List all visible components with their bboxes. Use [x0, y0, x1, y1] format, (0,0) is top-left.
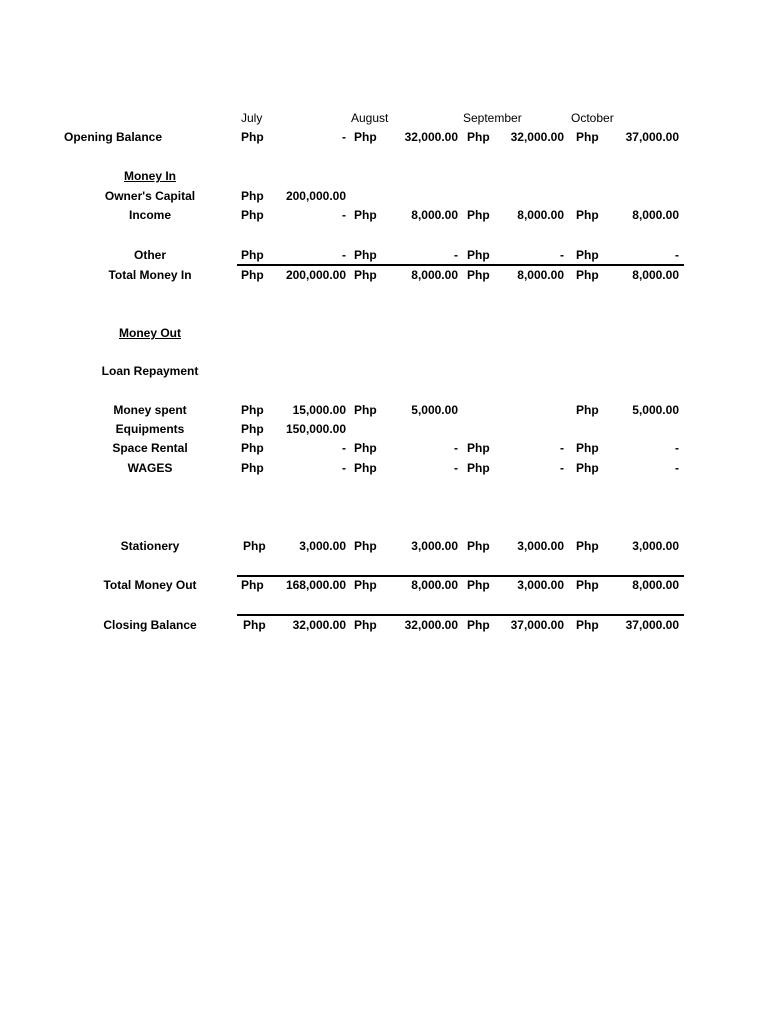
month-header-row [0, 110, 768, 126]
amount-cell: 8,000.00 [632, 268, 679, 282]
month-august: August [351, 111, 389, 125]
amount-cell: 5,000.00 [411, 403, 458, 417]
wages-row [0, 460, 768, 476]
currency-cell: Php [354, 578, 377, 592]
currency-cell: Php [467, 208, 490, 222]
money-spent-label: Money spent [113, 403, 187, 417]
total-money-in-row [0, 267, 768, 283]
currency-cell: Php [243, 618, 266, 632]
money-in-heading-row [0, 168, 768, 184]
amount-cell: 15,000.00 [292, 403, 346, 417]
month-july: July [241, 111, 263, 125]
currency-cell: Php [467, 461, 490, 475]
currency-cell: Php [576, 208, 599, 222]
space-rental-label: Space Rental [112, 441, 188, 455]
amount-cell: 8,000.00 [632, 208, 679, 222]
amount-cell: - [342, 130, 346, 144]
amount-cell: 5,000.00 [632, 403, 679, 417]
currency-cell: Php [576, 441, 599, 455]
other-row [0, 247, 768, 263]
currency-cell: Php [467, 268, 490, 282]
currency-cell: Php [354, 441, 377, 455]
currency-cell: Php [354, 268, 377, 282]
currency-cell: Php [354, 403, 377, 417]
amount-cell: 3,000.00 [517, 578, 564, 592]
currency-cell: Php [241, 208, 264, 222]
currency-cell: Php [241, 189, 264, 203]
currency-cell: Php [576, 248, 599, 262]
amount-cell: - [342, 248, 346, 262]
currency-cell: Php [241, 130, 264, 144]
amount-cell: 8,000.00 [411, 208, 458, 222]
currency-cell: Php [354, 208, 377, 222]
total-money-out-row [0, 577, 768, 593]
currency-cell: Php [241, 268, 264, 282]
amount-cell: 168,000.00 [285, 578, 346, 592]
wages-label: WAGES [127, 461, 173, 475]
amount-cell: 3,000.00 [299, 539, 346, 553]
amount-cell: 37,000.00 [625, 618, 679, 632]
money-spent-row [0, 402, 768, 418]
currency-cell: Php [243, 539, 266, 553]
owners-capital-row [0, 188, 768, 204]
amount-cell: - [454, 461, 458, 475]
other-label: Other [133, 248, 166, 262]
currency-cell: Php [467, 248, 490, 262]
amount-cell: 32,000.00 [404, 618, 458, 632]
amount-cell: 8,000.00 [517, 208, 564, 222]
amount-cell: - [560, 248, 564, 262]
amount-cell: 3,000.00 [632, 539, 679, 553]
equipments-row [0, 421, 768, 437]
closing-balance-label: Closing Balance [103, 618, 197, 632]
currency-cell: Php [241, 403, 264, 417]
currency-cell: Php [354, 539, 377, 553]
owners-capital-label: Owner's Capital [104, 189, 196, 203]
total-money-in-rule [237, 264, 684, 266]
currency-cell: Php [576, 403, 599, 417]
loan-repayment-row [0, 363, 768, 379]
amount-cell: - [342, 441, 346, 455]
space-rental-row [0, 440, 768, 456]
currency-cell: Php [467, 618, 490, 632]
amount-cell: 200,000.00 [285, 268, 346, 282]
currency-cell: Php [354, 618, 377, 632]
currency-cell: Php [467, 578, 490, 592]
currency-cell: Php [576, 618, 599, 632]
amount-cell: - [560, 441, 564, 455]
currency-cell: Php [241, 441, 264, 455]
currency-cell: Php [241, 461, 264, 475]
currency-cell: Php [576, 268, 599, 282]
amount-cell: 8,000.00 [411, 578, 458, 592]
amount-cell: 8,000.00 [632, 578, 679, 592]
stationery-row [0, 538, 768, 554]
amount-cell: 3,000.00 [517, 539, 564, 553]
amount-cell: - [675, 461, 679, 475]
amount-cell: 200,000.00 [285, 189, 346, 203]
money-out-heading: Money Out [119, 326, 181, 340]
loan-repayment-label: Loan Repayment [101, 364, 199, 378]
closing-balance-rule [237, 614, 684, 616]
total-money-in-label: Total Money In [108, 268, 192, 282]
amount-cell: 32,000.00 [510, 130, 564, 144]
month-september: September [463, 111, 522, 125]
income-row [0, 207, 768, 223]
amount-cell: - [342, 208, 346, 222]
currency-cell: Php [576, 130, 599, 144]
currency-cell: Php [467, 441, 490, 455]
currency-cell: Php [354, 461, 377, 475]
opening-balance-row [0, 129, 768, 145]
amount-cell: 150,000.00 [285, 422, 346, 436]
money-out-heading-row [0, 325, 768, 341]
amount-cell: 37,000.00 [625, 130, 679, 144]
currency-cell: Php [467, 130, 490, 144]
currency-cell: Php [241, 578, 264, 592]
amount-cell: 3,000.00 [411, 539, 458, 553]
amount-cell: 8,000.00 [411, 268, 458, 282]
amount-cell: - [675, 441, 679, 455]
amount-cell: - [342, 461, 346, 475]
amount-cell: - [454, 441, 458, 455]
amount-cell: - [560, 461, 564, 475]
currency-cell: Php [354, 248, 377, 262]
total-money-out-label: Total Money Out [103, 578, 197, 592]
amount-cell: 8,000.00 [517, 268, 564, 282]
amount-cell: 32,000.00 [292, 618, 346, 632]
equipments-label: Equipments [115, 422, 185, 436]
currency-cell: Php [576, 539, 599, 553]
closing-balance-row [0, 617, 768, 633]
currency-cell: Php [576, 461, 599, 475]
money-in-heading: Money In [123, 169, 176, 183]
amount-cell: - [675, 248, 679, 262]
currency-cell: Php [241, 248, 264, 262]
stationery-label: Stationery [120, 539, 180, 553]
currency-cell: Php [467, 539, 490, 553]
month-october: October [571, 111, 614, 125]
amount-cell: 37,000.00 [510, 618, 564, 632]
currency-cell: Php [576, 578, 599, 592]
opening-balance-label: Opening Balance [64, 130, 163, 144]
currency-cell: Php [354, 130, 377, 144]
amount-cell: - [454, 248, 458, 262]
income-label: Income [128, 208, 171, 222]
currency-cell: Php [241, 422, 264, 436]
amount-cell: 32,000.00 [404, 130, 458, 144]
